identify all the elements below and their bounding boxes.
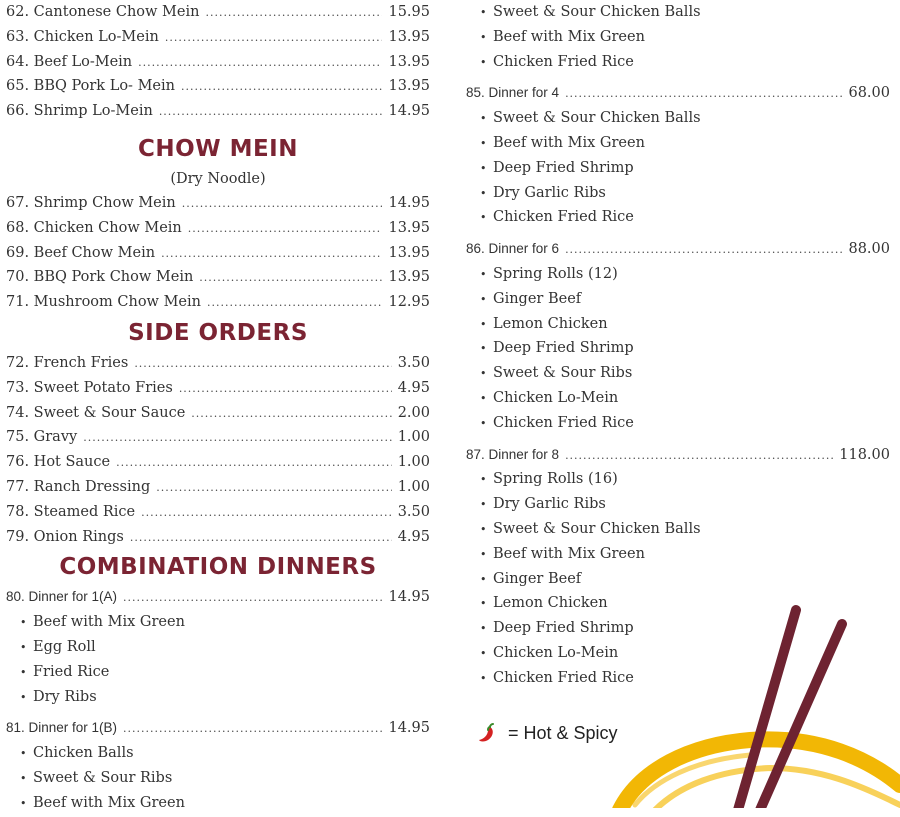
- combo-item: • Deep Fried Shrimp: [480, 159, 634, 176]
- legend-text: = Hot & Spicy: [508, 722, 618, 743]
- combo-item: • Chicken Balls: [20, 745, 134, 762]
- combo-item: • Lemon Chicken: [480, 315, 608, 332]
- hot-spicy-legend: [476, 718, 618, 748]
- combo-item: • Sweet & Sour Ribs: [480, 365, 633, 382]
- menu-item: 62. Cantonese Chow Mein ..... 15.95: [6, 0, 430, 25]
- combo-item: • Chicken Lo-Mein: [480, 644, 619, 661]
- chopsticks-noodle-icon: [600, 600, 900, 808]
- menu-item: 75. Gravy ..... 1.00: [6, 425, 430, 450]
- section-title-combination-dinners: COMBINATION DINNERS: [59, 554, 377, 581]
- combo-item: • Beef with Mix Green: [480, 134, 645, 151]
- combo-item: • Deep Fried Shrimp: [480, 340, 634, 357]
- combo-dinner-row: 80. Dinner for 1(A) ..... 14.95: [6, 585, 430, 610]
- menu-item: 76. Hot Sauce ..... 1.00: [6, 450, 430, 475]
- combo-item: • Beef with Mix Green: [480, 28, 645, 45]
- menu-item: 64. Beef Lo-Mein ..... 13.95: [6, 50, 430, 75]
- combo-item: • Beef with Mix Green: [480, 545, 645, 562]
- menu-item: 72. French Fries ..... 3.50: [6, 351, 430, 376]
- combo-item: • Chicken Fried Rice: [480, 414, 634, 431]
- combo-item: • Spring Rolls (12): [480, 265, 618, 282]
- combo-item: • Sweet & Sour Chicken Balls: [480, 4, 701, 20]
- combo-item: • Beef with Mix Green: [20, 794, 185, 811]
- combo-item: • Dry Ribs: [20, 688, 97, 705]
- section-title-side-orders: SIDE ORDERS: [128, 319, 308, 346]
- combo-item: • Sweet & Sour Ribs: [20, 769, 173, 786]
- combo-item: • Ginger Beef: [480, 570, 582, 587]
- menu-item: 77. Ranch Dressing ..... 1.00: [6, 475, 430, 500]
- combo-item: • Spring Rolls (16): [480, 471, 618, 488]
- combo-dinner-row: 87. Dinner for 8 ..... 118.00: [466, 443, 890, 468]
- combo-dinner-row: 85. Dinner for 4 ..... 68.00: [466, 81, 890, 106]
- combo-item: • Dry Garlic Ribs: [480, 496, 606, 513]
- combo-dinner-row: 86. Dinner for 6 ..... 88.00: [466, 237, 890, 262]
- combo-dinner-row: 81. Dinner for 1(B) ..... 14.95: [6, 716, 430, 741]
- menu-left-column: [6, 0, 430, 816]
- combo-item: • Lemon Chicken: [480, 595, 608, 612]
- section-subtitle: (Dry Noodle): [170, 170, 266, 187]
- combo-item: • Sweet & Sour Chicken Balls: [480, 110, 701, 127]
- chili-pepper-icon: [476, 721, 500, 745]
- menu-right-column: [466, 0, 890, 691]
- menu-item: 79. Onion Rings ..... 4.95: [6, 525, 430, 550]
- combo-item: • Dry Garlic Ribs: [480, 184, 606, 201]
- combo-item: • Ginger Beef: [480, 290, 582, 307]
- section-title-chow-mein: CHOW MEIN: [138, 135, 298, 162]
- noodle-bowl-illustration: [600, 600, 900, 808]
- combo-item: • Deep Fried Shrimp: [480, 620, 634, 637]
- menu-item: 66. Shrimp Lo-Mein ..... 14.95: [6, 99, 430, 124]
- combo-item: • Chicken Fried Rice: [480, 209, 634, 226]
- combo-item: • Chicken Fried Rice: [480, 669, 634, 686]
- menu-item: 68. Chicken Chow Mein ..... 13.95: [6, 216, 430, 241]
- menu-item: 74. Sweet & Sour Sauce ..... 2.00: [6, 401, 430, 426]
- combo-item: • Beef with Mix Green: [20, 614, 185, 631]
- menu-item: 71. Mushroom Chow Mein ..... 12.95: [6, 290, 430, 315]
- menu-item: 70. BBQ Pork Chow Mein ..... 13.95: [6, 265, 430, 290]
- menu-item: 65. BBQ Pork Lo- Mein ..... 13.95: [6, 74, 430, 99]
- combo-item: • Sweet & Sour Chicken Balls: [480, 520, 701, 537]
- combo-item: • Egg Roll: [20, 638, 96, 655]
- menu-item: 63. Chicken Lo-Mein ..... 13.95: [6, 25, 430, 50]
- menu-item: 69. Beef Chow Mein ..... 13.95: [6, 241, 430, 266]
- combo-item: • Chicken Fried Rice: [480, 53, 634, 70]
- menu-item: 73. Sweet Potato Fries ..... 4.95: [6, 376, 430, 401]
- menu-item: 67. Shrimp Chow Mein ..... 14.95: [6, 191, 430, 216]
- menu-item: 78. Steamed Rice ..... 3.50: [6, 500, 430, 525]
- combo-item: • Chicken Lo-Mein: [480, 389, 619, 406]
- combo-item: • Fried Rice: [20, 663, 110, 680]
